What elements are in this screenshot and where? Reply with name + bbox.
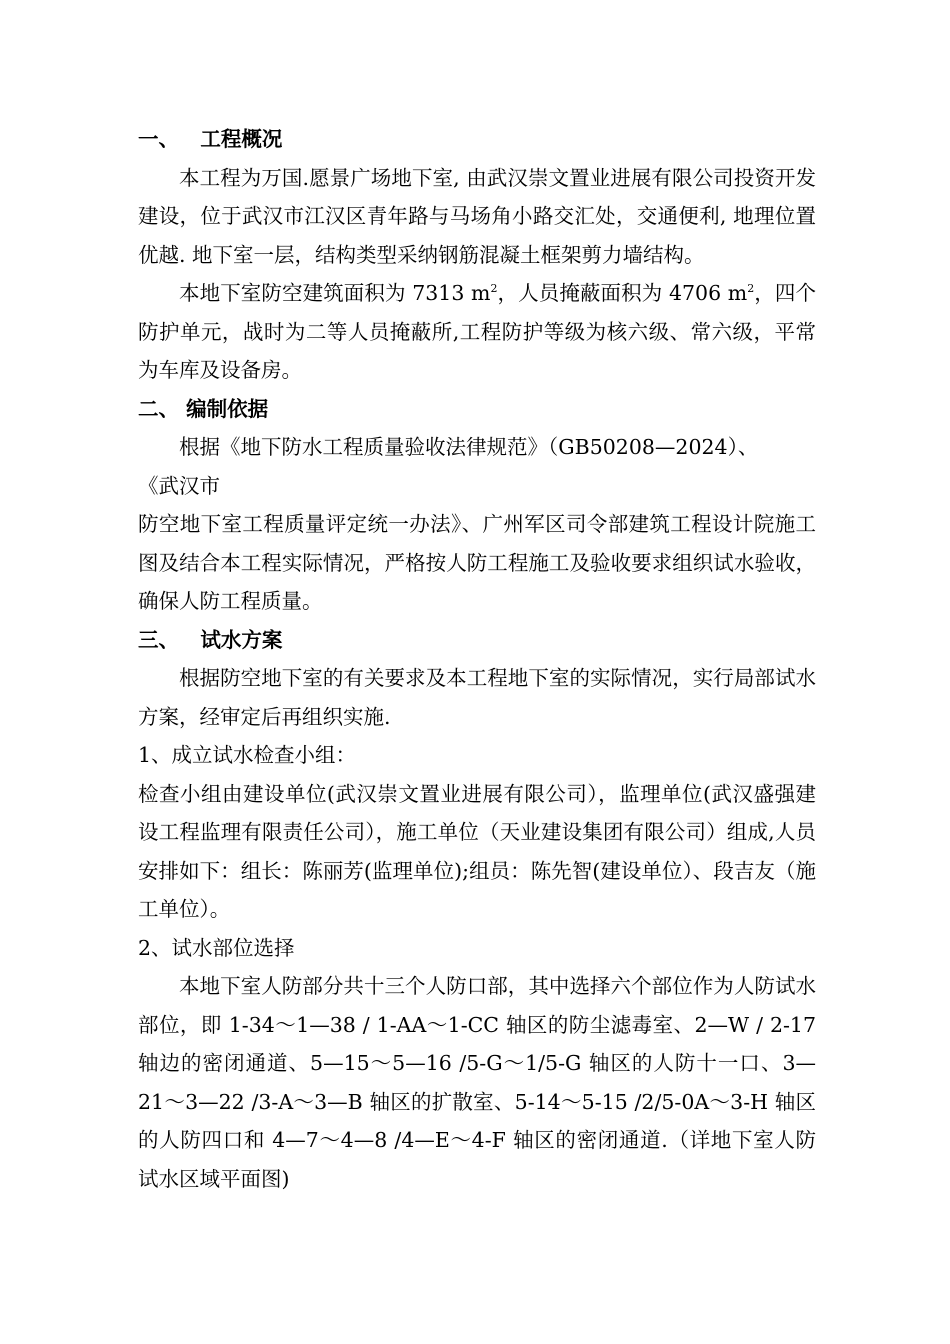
paragraph-plan-intro: 根据防空地下室的有关要求及本工程地下室的实际情况，实行局部试水方案，经审定后再组织实施.	[138, 666, 816, 729]
section-heading-basis: 二、 编制依据	[138, 396, 269, 421]
paragraph-basis-rest: 防空地下室工程质量评定统一办法》、广州军区司令部建筑工程设计院施工图及结合本工程实际情况，严格按人防工程施工及验收要求组织试水验收，确保人防工程质量。	[138, 512, 816, 613]
section-heading-overview: 一、 工程概况	[138, 127, 283, 151]
paragraph-test-locations: 本地下室人防部分共十三个人防口部，其中选择六个部位作为人防试水部位，即 1-34～1—38 / 1-AA～1-CC 轴区的防尘滤毒室、2—W / 2-17 轴边的密闭通道、5—15～5—16 /5-G～1/5-G 轴区的人防十一口、3—21～3—22 /3-A～3—B 轴区的扩散室、5-14～5-15 /2/5-0A～3-H 轴区的人防四口和 4—7～4—8 /4—E～4-F 轴区的密闭通道.（详地下室人防试水区域平面图)	[138, 974, 816, 1191]
superscript-1: 2	[490, 282, 498, 296]
section-heading-plan: 三、 试水方案	[138, 627, 283, 652]
item-2-title: 2、试水部位选择	[138, 935, 295, 960]
paragraph-area-info	[138, 274, 816, 390]
paragraph-inspection-team: 检查小组由建设单位(武汉崇文置业进展有限公司），监理单位(武汉盛强建设工程监理有限责任公司），施工单位（天业建设集团有限公司）组成,人员安排如下：组长：陈丽芳(监理单位);组员：陈先智(建设单位）、段吉友（施工单位）。	[138, 781, 816, 921]
area-text-1: 本地下室防空建筑面积为 7313 m	[179, 281, 491, 305]
superscript-2: 2	[747, 282, 755, 296]
area-text-3: ，四个防护单元，战时为二等人员掩蔽所,工程防护等级为核六级、常六级，平常为车库及设备房。	[138, 281, 816, 382]
basis-line-1: 根据《地下防水工程质量验收法律规范》（GB50208—2024）、	[179, 435, 759, 459]
basis-line-2: 《武汉市	[138, 473, 220, 498]
paragraph-project-intro: 本工程为万国.愿景广场地下室, 由武汉崇文置业进展有限公司投资开发建设，位于武汉市江汉区青年路与马场角小路交汇处，交通便利, 地理位置优越. 地下室一层，结构类型采纳钢筋混凝土框架剪力墙结构。	[138, 165, 816, 267]
area-text-2: ，人员掩蔽面积为 4706 m	[497, 281, 748, 305]
item-1-title: 1、成立试水检查小组：	[138, 743, 357, 767]
